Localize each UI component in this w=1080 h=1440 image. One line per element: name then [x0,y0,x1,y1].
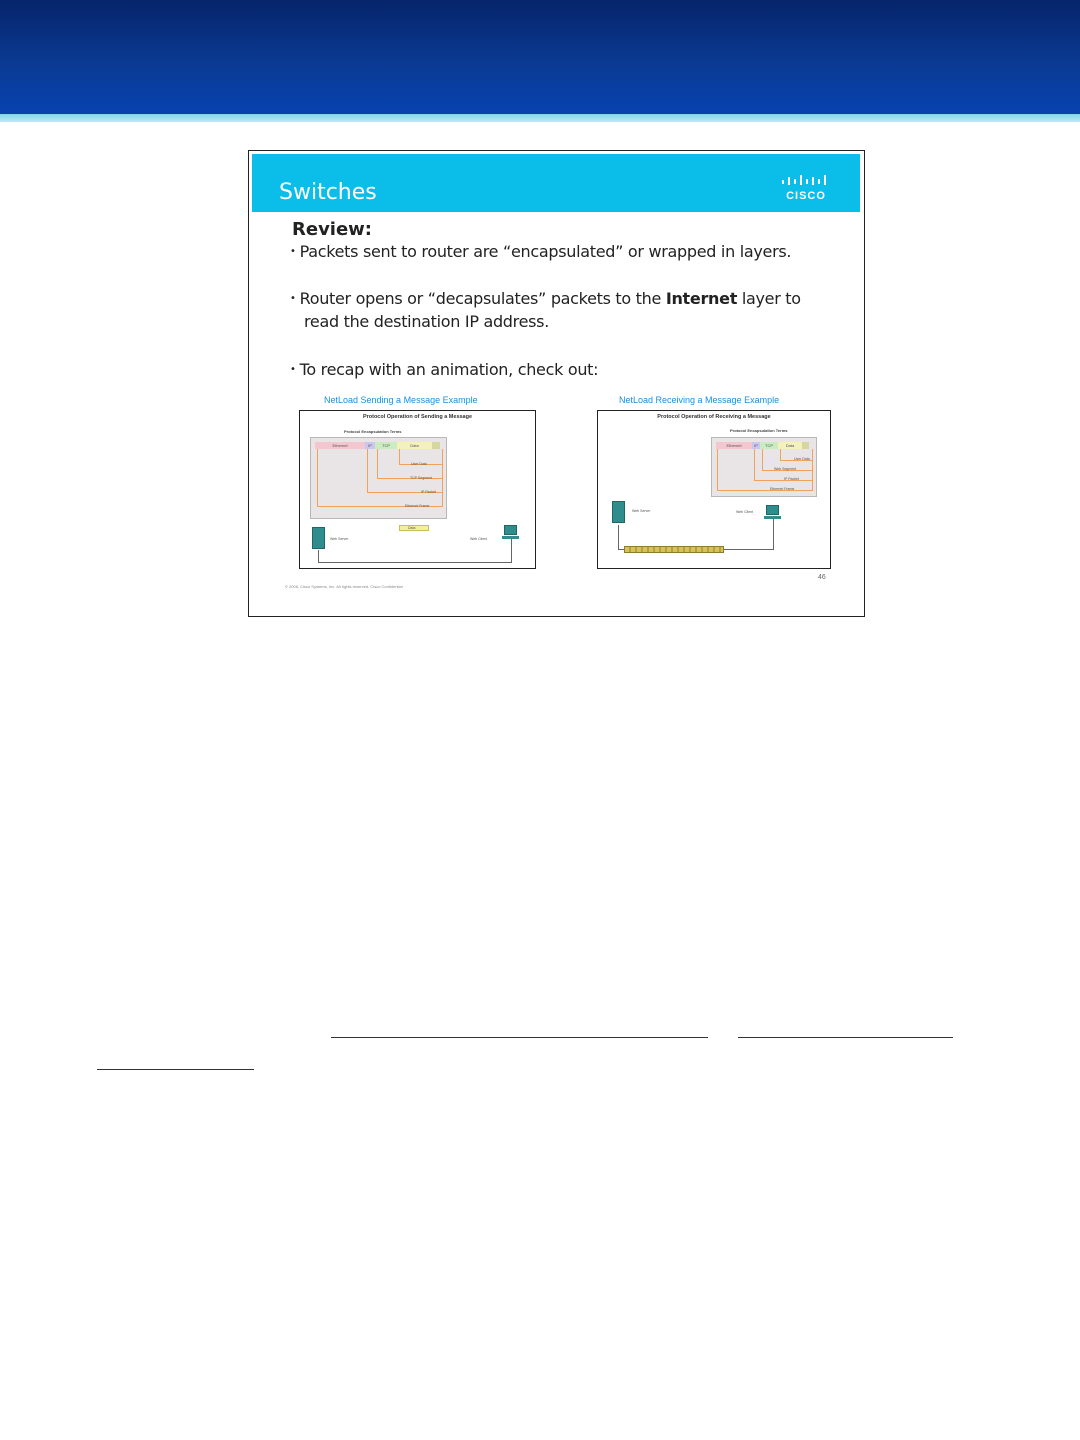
cell-trailer [802,442,809,449]
web-client-icon [504,525,517,535]
cell-data: Data [397,442,432,449]
cell-ip: IP [752,442,760,449]
packet-label: Data [408,526,416,530]
top-banner [0,0,1080,114]
bullet-recap [290,358,850,381]
cisco-wordmark: CISCO [786,190,826,202]
bullet-text: To recap with an animation, check out: [299,360,599,379]
bullet-text-line2: read the destination IP address. [304,312,549,331]
notes-line [331,1037,708,1038]
bullet-text: Router opens or “decapsulates” packets to the [299,289,666,308]
bullet-decapsulates [290,287,850,333]
slide-title: Switches [279,180,377,205]
bullet-text: Packets sent to router are “encapsulated” or wrapped in layers. [299,242,792,261]
bullet-dot: • [290,364,296,375]
thumbnail-subtitle: Protocol Encapsulation Terms [730,428,788,433]
notes-line [738,1037,953,1038]
cell-data: Data [778,442,802,449]
label-user-data: User Data [411,462,427,466]
client-label: Web Client [736,510,754,514]
cell-ip: IP [365,442,375,449]
notes-line [97,1069,254,1070]
thumbnail-title: Protocol Operation of Receiving a Message [657,414,771,420]
wire [318,550,319,562]
slide-copyright: © 2006, Cisco Systems, Inc. All rights reserved. Cisco Confidential [285,584,403,589]
link-sending-example[interactable]: NetLoad Sending a Message Example [324,395,478,405]
web-server-icon [312,527,325,549]
server-label: Web Server [632,509,651,513]
slide-image [248,150,865,617]
bullet-bold-word: Internet [665,289,738,308]
label-user-data: User Data [794,457,810,461]
label-ethernet-frame: Ethernet Frame [405,504,430,508]
top-banner-accent [0,114,1080,122]
cell-ethernet: Ethernet [315,442,365,449]
cell-tcp: TCP [375,442,397,449]
label-web-segment: Web Segment [774,467,797,471]
web-client-icon [766,505,779,515]
label-ip-packet: IP Packet [421,490,436,494]
bullet-encapsulated [290,240,850,263]
thumbnail-receiving-message [597,410,831,569]
encapsulation-box [310,437,447,519]
slide-header [252,154,860,212]
cell-ethernet: Ethernet [716,442,752,449]
bullet-dot: • [290,246,296,257]
thumbnail-subtitle: Protocol Encapsulation Terms [344,429,402,434]
data-packet [399,525,429,531]
review-heading: Review: [292,219,373,240]
encapsulation-box [711,437,817,497]
label-ethernet-frame: Ethernet Frame [770,487,795,491]
wire [511,539,512,563]
client-label: Web Client [470,537,488,541]
label-ip-packet: IP Packet [784,477,799,481]
thumbnail-sending-message [299,410,536,569]
bullet-dot: • [290,293,296,304]
wire [773,519,774,550]
wire [318,562,511,563]
label-tcp-segment: TCP Segment [410,476,432,480]
cell-trailer [432,442,440,449]
wire [618,525,619,549]
slide-page-number: 46 [818,574,826,581]
link-receiving-example[interactable]: NetLoad Receiving a Message Example [619,395,780,405]
cisco-bars-icon [780,174,832,188]
bullet-text: layer to [737,289,801,308]
cisco-logo [780,174,832,206]
cell-tcp: TCP [760,442,778,449]
web-server-icon [612,501,625,523]
data-stream [624,546,724,553]
thumbnail-title: Protocol Operation of Sending a Message [362,414,473,420]
server-label: Web Server [330,537,349,541]
